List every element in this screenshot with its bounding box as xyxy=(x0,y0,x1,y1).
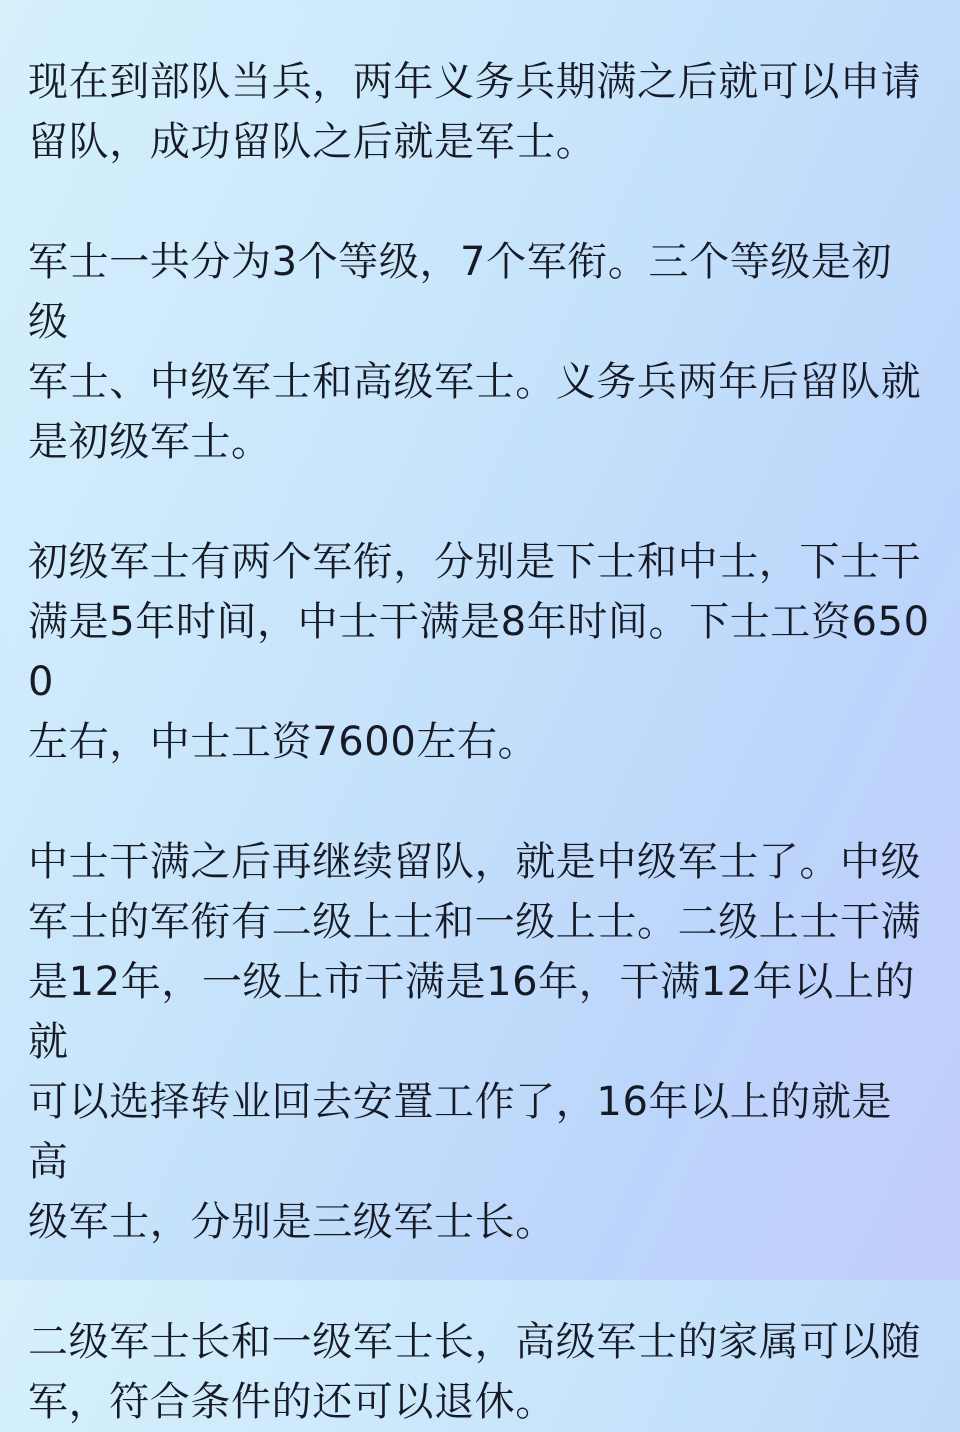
paragraph-3: 初级军士有两个军衔，分别是下士和中士，下士干 满是5年时间，中士干满是8年时间。下士工资6500 左右，中士工资7600左右。 xyxy=(28,539,930,765)
paragraph-5: 二级军士长和一级军士长，高级军士的家属可以随 军，符合条件的还可以退休。 xyxy=(28,1319,922,1425)
paragraph-2: 军士一共分为3个等级，7个军衔。三个等级是初级 军士、中级军士和高级军士。义务兵两年后留队就 是初级军士。 xyxy=(28,239,922,465)
paragraph-4: 中士干满之后再继续留队，就是中级军士了。中级 军士的军衔有二级上士和一级上士。二级上士干满 是12年，一级上市干满是16年，干满12年以上的就 可以选择转业回去安置工作了，16年以上的就是高 级军士，分别是三级军士长。 xyxy=(28,839,922,1245)
paragraph-1: 现在到部队当兵，两年义务兵期满之后就可以申请 留队，成功留队之后就是军士。 xyxy=(28,59,922,165)
